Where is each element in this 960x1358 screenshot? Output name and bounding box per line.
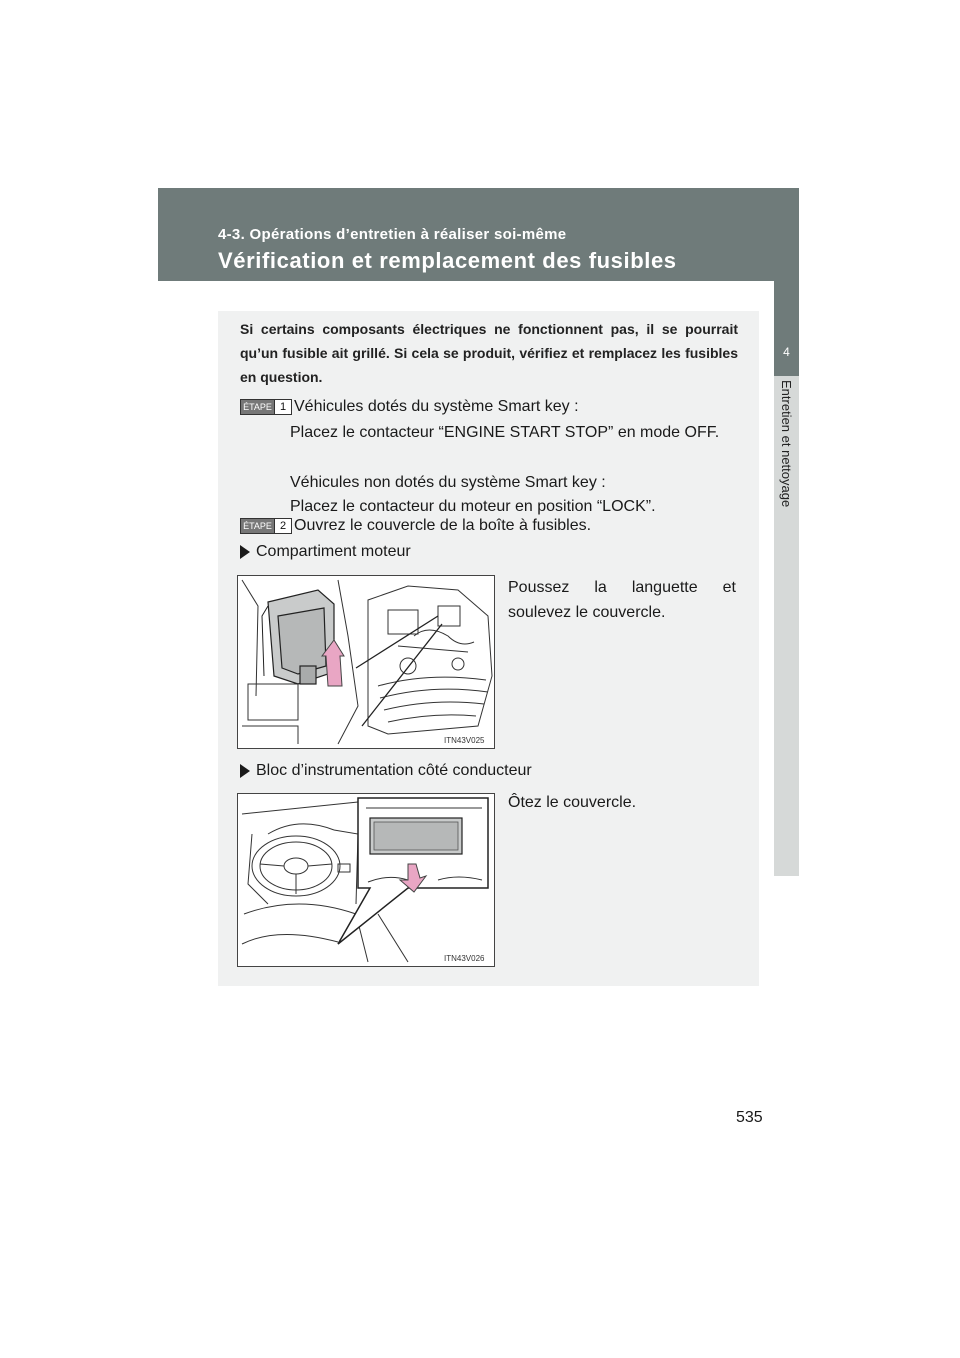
- page-title: Vérification et remplacement des fusibles: [218, 248, 677, 273]
- section-label: 4-3. Opérations d’entretien à réaliser soi-même: [218, 226, 567, 243]
- step-2-line-1: Ouvrez le couvercle de la boîte à fusibles.: [294, 517, 592, 534]
- step-2-badge: [240, 518, 292, 534]
- step-1-number: 1: [274, 400, 291, 414]
- bullet-arrow-icon: [240, 545, 250, 559]
- step-1-line-3: Véhicules non dotés du système Smart key :: [290, 474, 606, 491]
- instrument-panel-illustration: [238, 794, 494, 966]
- engine-instruction: Poussez la languette et soulevez le couvercle.: [508, 579, 736, 621]
- step-1-badge: [240, 399, 292, 415]
- figure-code: ITN43V026: [444, 954, 485, 963]
- intro-text: Si certains composants électriques ne fonctionnent pas, il se pourrait qu’un fusible ait grillé. Si cela se produit, vérifiez et remplacez les fusibles en question.: [240, 321, 738, 385]
- figure-code: ITN43V025: [444, 736, 485, 745]
- engine-heading: Compartiment moteur: [256, 543, 411, 560]
- step-2-number: 2: [274, 519, 291, 533]
- chapter-tab-title: [774, 376, 799, 876]
- step-2-label: ÉTAPE: [241, 519, 274, 533]
- step-1-line-2: Placez le contacteur “ENGINE START STOP” en mode OFF.: [290, 424, 720, 441]
- chapter-number: 4: [783, 345, 790, 359]
- engine-compartment-illustration: [238, 576, 494, 748]
- chapter-tab: [774, 281, 799, 376]
- engine-fuse-box-figure: [237, 575, 495, 749]
- step-1-label: ÉTAPE: [241, 400, 274, 414]
- panel-instruction: Ôtez le couvercle.: [508, 794, 637, 811]
- content-panel: [218, 311, 759, 986]
- step-1-line-4: Placez le contacteur du moteur en position “LOCK”.: [290, 498, 656, 515]
- step-1-line-1: Véhicules dotés du système Smart key :: [294, 398, 579, 415]
- chapter-title: Entretien et nettoyage: [779, 380, 794, 508]
- driver-panel-figure: [237, 793, 495, 967]
- chapter-header: [158, 188, 799, 281]
- bullet-arrow-icon: [240, 764, 250, 778]
- page-number: 535: [736, 1109, 763, 1126]
- panel-heading: Bloc d’instrumentation côté conducteur: [256, 762, 532, 779]
